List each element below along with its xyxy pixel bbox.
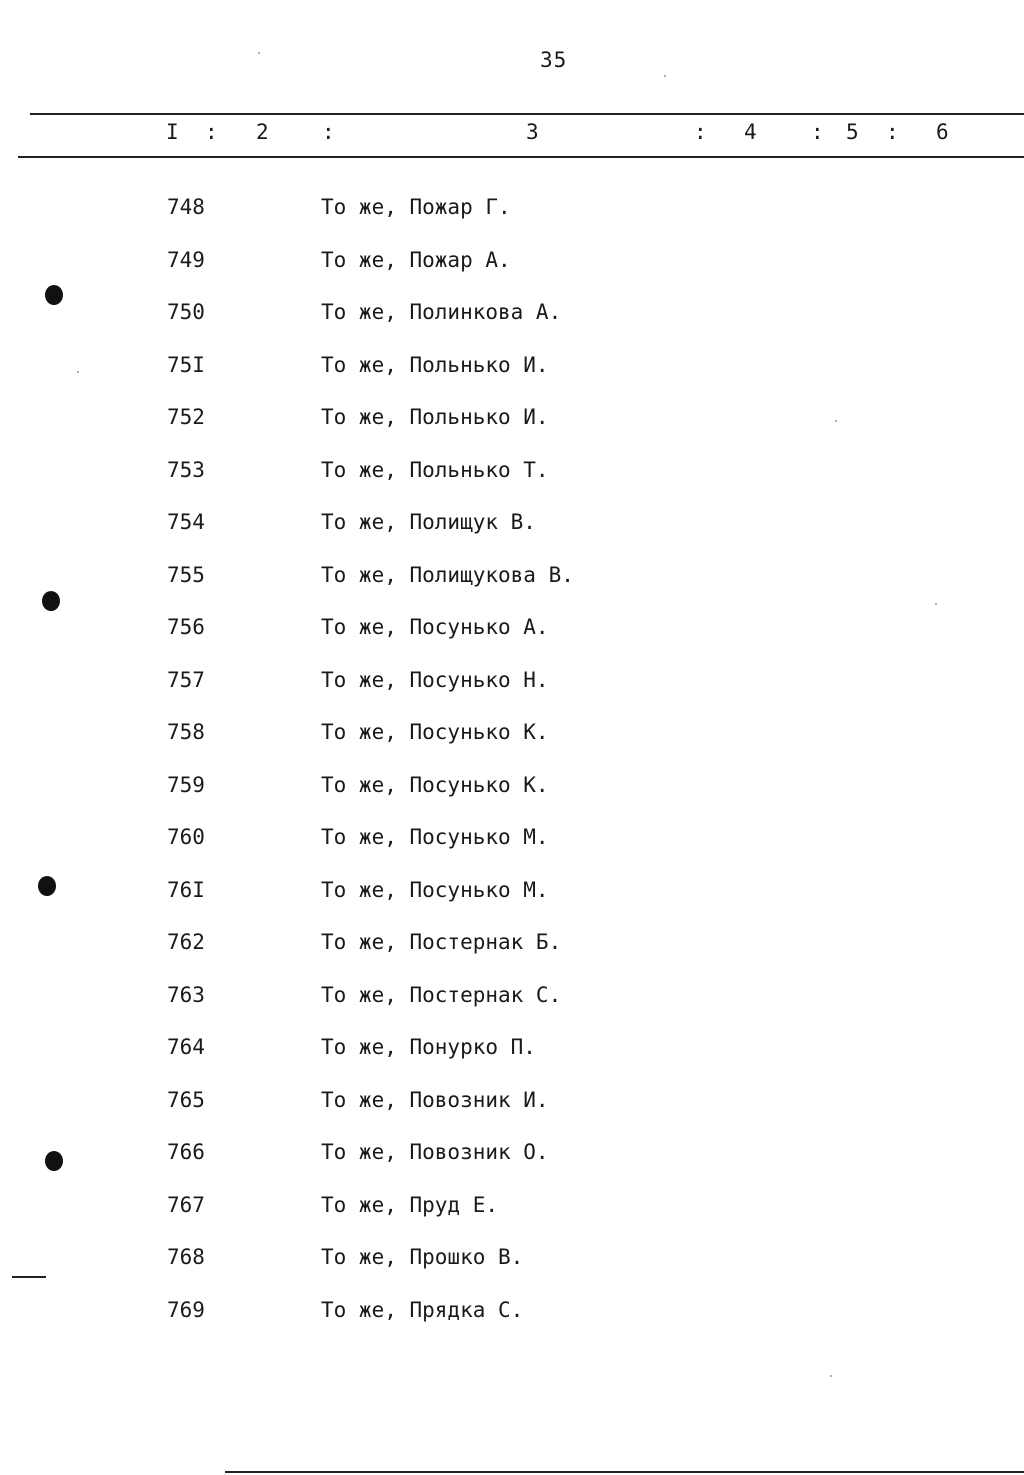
list-item	[0, 455, 1024, 508]
record-number: 760	[167, 825, 205, 849]
record-text: То же, Постернак С.	[321, 982, 562, 1007]
list-item	[0, 927, 1024, 980]
record-text: То же, Посунько М.	[321, 877, 549, 902]
scan-speck	[830, 1375, 832, 1377]
record-text: То же, Постернак Б.	[321, 930, 562, 954]
margin-mark	[12, 1276, 46, 1278]
record-text: То же, Посунько М.	[321, 825, 549, 849]
column-separator: :	[694, 120, 707, 144]
record-number: 756	[167, 615, 205, 639]
list-item	[0, 1032, 1024, 1085]
column-header-5: 5	[846, 120, 859, 144]
record-number: 748	[167, 195, 205, 219]
record-number: 753	[167, 457, 205, 482]
record-text: То же, Прошко В.	[321, 1245, 524, 1269]
column-header-3: 3	[526, 120, 539, 144]
scan-speck	[258, 52, 260, 54]
footer-rule	[225, 1471, 1024, 1473]
record-number: 749	[167, 247, 205, 272]
scan-speck	[835, 420, 837, 422]
record-number: 765	[167, 1087, 205, 1112]
record-number: 764	[167, 1035, 205, 1059]
record-number: 758	[167, 720, 205, 744]
punch-hole-mark	[45, 1151, 63, 1171]
record-text: То же, Польнько Т.	[321, 457, 549, 482]
column-header-6: 6	[936, 120, 949, 144]
list-item	[0, 297, 1024, 350]
column-separator: :	[322, 120, 335, 144]
punch-hole-mark	[42, 591, 60, 611]
record-number: 763	[167, 982, 205, 1007]
scan-speck	[664, 75, 666, 77]
list-item	[0, 1190, 1024, 1243]
record-text: То же, Полищукова В.	[321, 562, 574, 587]
list-item	[0, 1137, 1024, 1190]
record-number: 767	[167, 1192, 205, 1217]
record-number: 769	[167, 1297, 205, 1322]
record-number: 759	[167, 772, 205, 797]
record-text: То же, Польнько И.	[321, 405, 549, 429]
record-number: 757	[167, 667, 205, 692]
punch-hole-mark	[45, 285, 63, 305]
header-rule-bottom	[18, 156, 1024, 158]
list-item	[0, 822, 1024, 875]
list-item	[0, 980, 1024, 1033]
column-separator: :	[811, 120, 824, 144]
record-number: 768	[167, 1245, 205, 1269]
record-text: То же, Прядка С.	[321, 1297, 524, 1322]
scan-speck	[77, 371, 79, 373]
list-item	[0, 402, 1024, 455]
record-text: То же, Посунько Н.	[321, 667, 549, 692]
record-text: То же, Посунько К.	[321, 772, 549, 797]
record-text: То же, Понурко П.	[321, 1035, 536, 1059]
record-text: То же, Пожар Г.	[321, 195, 511, 219]
record-text: То же, Полинкова А.	[321, 300, 562, 324]
list-item	[0, 612, 1024, 665]
record-number: 766	[167, 1140, 205, 1164]
record-number: 750	[167, 300, 205, 324]
record-text: То же, Повозник О.	[321, 1140, 549, 1164]
column-separator: :	[886, 120, 899, 144]
record-number: 76I	[167, 877, 205, 902]
header-rule-top	[30, 113, 1024, 115]
record-list	[0, 192, 1024, 1347]
record-number: 754	[167, 510, 205, 534]
list-item	[0, 560, 1024, 613]
list-item	[0, 875, 1024, 928]
column-header-1: I	[166, 120, 179, 144]
list-item	[0, 1242, 1024, 1295]
column-header-2: 2	[256, 120, 269, 144]
list-item	[0, 1295, 1024, 1348]
page-number: 35	[540, 48, 568, 72]
record-number: 762	[167, 930, 205, 954]
record-text: То же, Посунько А.	[321, 615, 549, 639]
list-item	[0, 245, 1024, 298]
record-number: 755	[167, 562, 205, 587]
record-text: То же, Пожар А.	[321, 247, 511, 272]
record-text: То же, Повозник И.	[321, 1087, 549, 1112]
list-item	[0, 1085, 1024, 1138]
column-separator: :	[205, 120, 218, 144]
list-item	[0, 717, 1024, 770]
list-item	[0, 350, 1024, 403]
record-number: 752	[167, 405, 205, 429]
list-item	[0, 770, 1024, 823]
record-text: То же, Польнько И.	[321, 352, 549, 377]
record-text: То же, Посунько К.	[321, 720, 549, 744]
record-text: То же, Пруд Е.	[321, 1192, 499, 1217]
record-text: То же, Полищук В.	[321, 510, 536, 534]
list-item	[0, 507, 1024, 560]
record-number: 75I	[167, 352, 205, 377]
scan-speck	[935, 603, 937, 605]
list-item	[0, 665, 1024, 718]
list-item	[0, 192, 1024, 245]
column-header-4: 4	[744, 120, 757, 144]
punch-hole-mark	[38, 876, 56, 896]
